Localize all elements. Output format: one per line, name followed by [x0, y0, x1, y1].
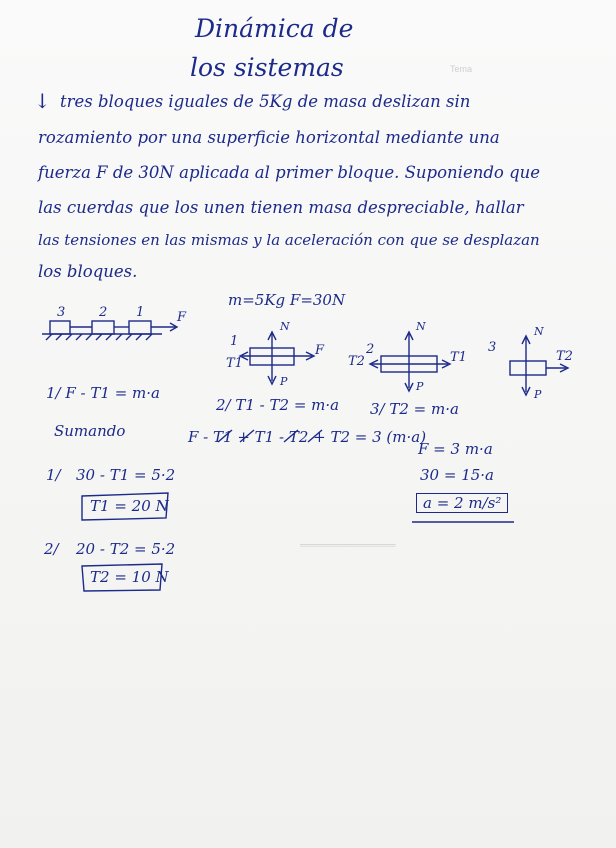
fbd1-tension-label: T1	[226, 356, 243, 371]
equation-3: 3/ T2 = m·a	[370, 400, 459, 418]
problem-line: los bloques.	[38, 262, 138, 281]
block-label: 3	[57, 305, 66, 320]
problem-line: las cuerdas que los unen tienen masa despreciable, hallar	[38, 198, 524, 217]
fbd3-tension-label: T2	[556, 349, 573, 364]
t2-result: T2 = 10 N	[90, 568, 169, 586]
ground-hatching	[46, 334, 152, 340]
fbd2-normal-label: N	[416, 320, 426, 333]
fbd2-tension-left-label: T2	[348, 354, 365, 369]
fbd2-number: 2	[366, 342, 375, 357]
block-label: 2	[99, 305, 108, 320]
block-2	[92, 321, 114, 334]
page-title-line2: los sistemas	[190, 53, 344, 82]
problem-line: fuerza F de 30N aplicada al primer bloque. Suponiendo que	[38, 163, 541, 182]
fbd1-number: 1	[230, 334, 239, 349]
given-values: m=5Kg F=30N	[228, 291, 346, 309]
t1-result: T1 = 20 N	[90, 497, 169, 515]
block-1	[129, 321, 151, 334]
problem-line: tres bloques iguales de 5Kg de masa deslizan sin	[60, 92, 471, 111]
fbd3-number: 3	[488, 340, 497, 355]
fbd3-block	[510, 361, 546, 375]
step1-marker: 1/	[46, 466, 61, 484]
fbd3-normal-label: N	[534, 325, 544, 338]
block-label: 1	[136, 305, 145, 320]
problem-line: las tensiones en las mismas y la aceleración con que se desplazan	[38, 231, 540, 249]
fbd2-weight-label: P	[416, 380, 424, 393]
fbd1-normal-label: N	[280, 320, 290, 333]
block-3	[50, 321, 70, 334]
f-3ma-equation: F = 3 m·a	[418, 440, 493, 458]
sum-equation: F - T1 + T1 - T2 + T2 = 3 (m·a)	[188, 428, 427, 446]
step1-equation: 30 - T1 = 5·2	[76, 466, 176, 484]
acceleration-result: a = 2 m/s²	[416, 493, 508, 513]
step2-equation: 20 - T2 = 5·2	[76, 540, 176, 558]
force-label: F	[177, 310, 187, 325]
fbd1-weight-label: P	[280, 375, 288, 388]
step2-marker: 2/	[44, 540, 59, 558]
bleed-through-text: ═══════════════	[300, 540, 396, 550]
arrow-down-icon: ↓	[34, 89, 51, 113]
page-title-line1: Dinámica de	[195, 14, 354, 43]
fbd3-weight-label: P	[534, 388, 542, 401]
problem-line: rozamiento por una superficie horizontal mediante una	[38, 128, 500, 147]
sumando-label: Sumando	[54, 422, 126, 440]
equation-1: 1/ F - T1 = m·a	[46, 384, 160, 402]
bleed-through-text: Tema	[450, 64, 473, 74]
equation-2: 2/ T1 - T2 = m·a	[216, 396, 340, 414]
fbd1-force-label: F	[315, 343, 325, 358]
substitution-equation: 30 = 15·a	[420, 466, 494, 484]
fbd2-tension-right-label: T1	[450, 350, 467, 365]
